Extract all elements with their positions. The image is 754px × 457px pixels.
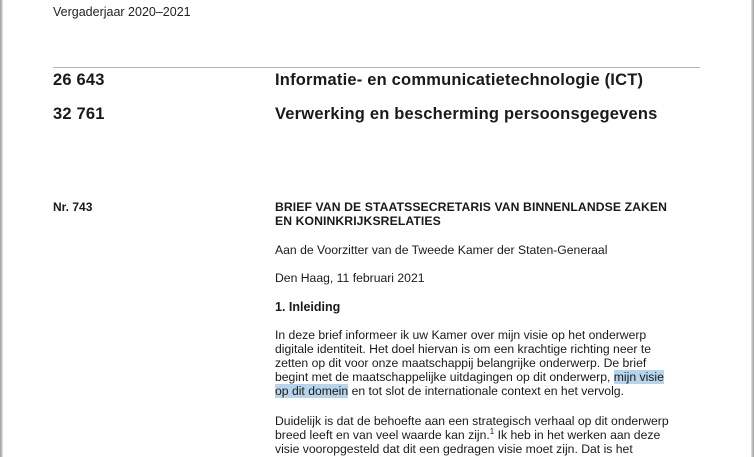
place-date: Den Haag, 11 februari 2021 xyxy=(275,271,425,285)
paragraph-line: digitale identiteit. Het doel hiervan is om een krachtige richting neer te xyxy=(275,342,651,356)
letter-heading-line: BRIEF VAN DE STAATSSECRETARIS VAN BINNENLANDSE ZAKEN xyxy=(275,200,668,214)
paragraph-line xyxy=(275,370,705,384)
paragraph xyxy=(275,328,705,398)
meeting-year: Vergaderjaar 2020–2021 xyxy=(53,5,191,19)
addressee: Aan de Voorzitter van de Tweede Kamer der Staten-Generaal xyxy=(275,243,608,257)
paragraph-line: In deze brief informeer ik uw Kamer over mijn visie op het onderwerp xyxy=(275,328,647,342)
letter-heading-line: EN KONINKRIJKSRELATIES xyxy=(275,214,441,228)
text-selection-highlight[interactable]: mijn visie xyxy=(613,370,664,384)
paragraph-line xyxy=(275,428,705,442)
dossier-number: 26 643 xyxy=(53,71,105,89)
paragraph-text: begint met de maatschappelijke uitdagingen op dit onderwerp, xyxy=(275,370,614,384)
section-title: 1. Inleiding xyxy=(275,300,341,314)
text-selection-highlight[interactable]: op dit domein xyxy=(275,384,349,398)
paragraph-line xyxy=(275,384,705,398)
dossier-title: Verwerking en bescherming persoonsgegevens xyxy=(275,105,658,123)
paragraph-line: visie vooropgesteld dat dit een gedragen visie moet zijn. Dat is het xyxy=(275,442,633,456)
paragraph-line: zetten op dit voor onze maatschappij belangrijke onderwerp. De brief xyxy=(275,356,647,370)
header-divider xyxy=(53,67,700,68)
dossier-number: 32 761 xyxy=(53,105,105,123)
paragraph-text: breed leeft en van veel waarde kan zijn. xyxy=(275,428,490,442)
page-edge-left xyxy=(0,0,3,457)
paragraph xyxy=(275,414,705,456)
paragraph-text: en tot slot de internationale context en het vervolg. xyxy=(348,384,624,398)
dossier-title: Informatie- en communicatietechnologie (ICT) xyxy=(275,71,644,89)
paragraph-line: Duidelijk is dat de behoefte aan een strategisch verhaal op dit onderwerp xyxy=(275,414,669,428)
letter-number: Nr. 743 xyxy=(53,200,93,214)
footnote-marker[interactable]: 1 xyxy=(489,426,495,436)
paragraph-text: Ik heb in het werken aan deze xyxy=(494,428,661,442)
letter-heading xyxy=(275,200,705,228)
